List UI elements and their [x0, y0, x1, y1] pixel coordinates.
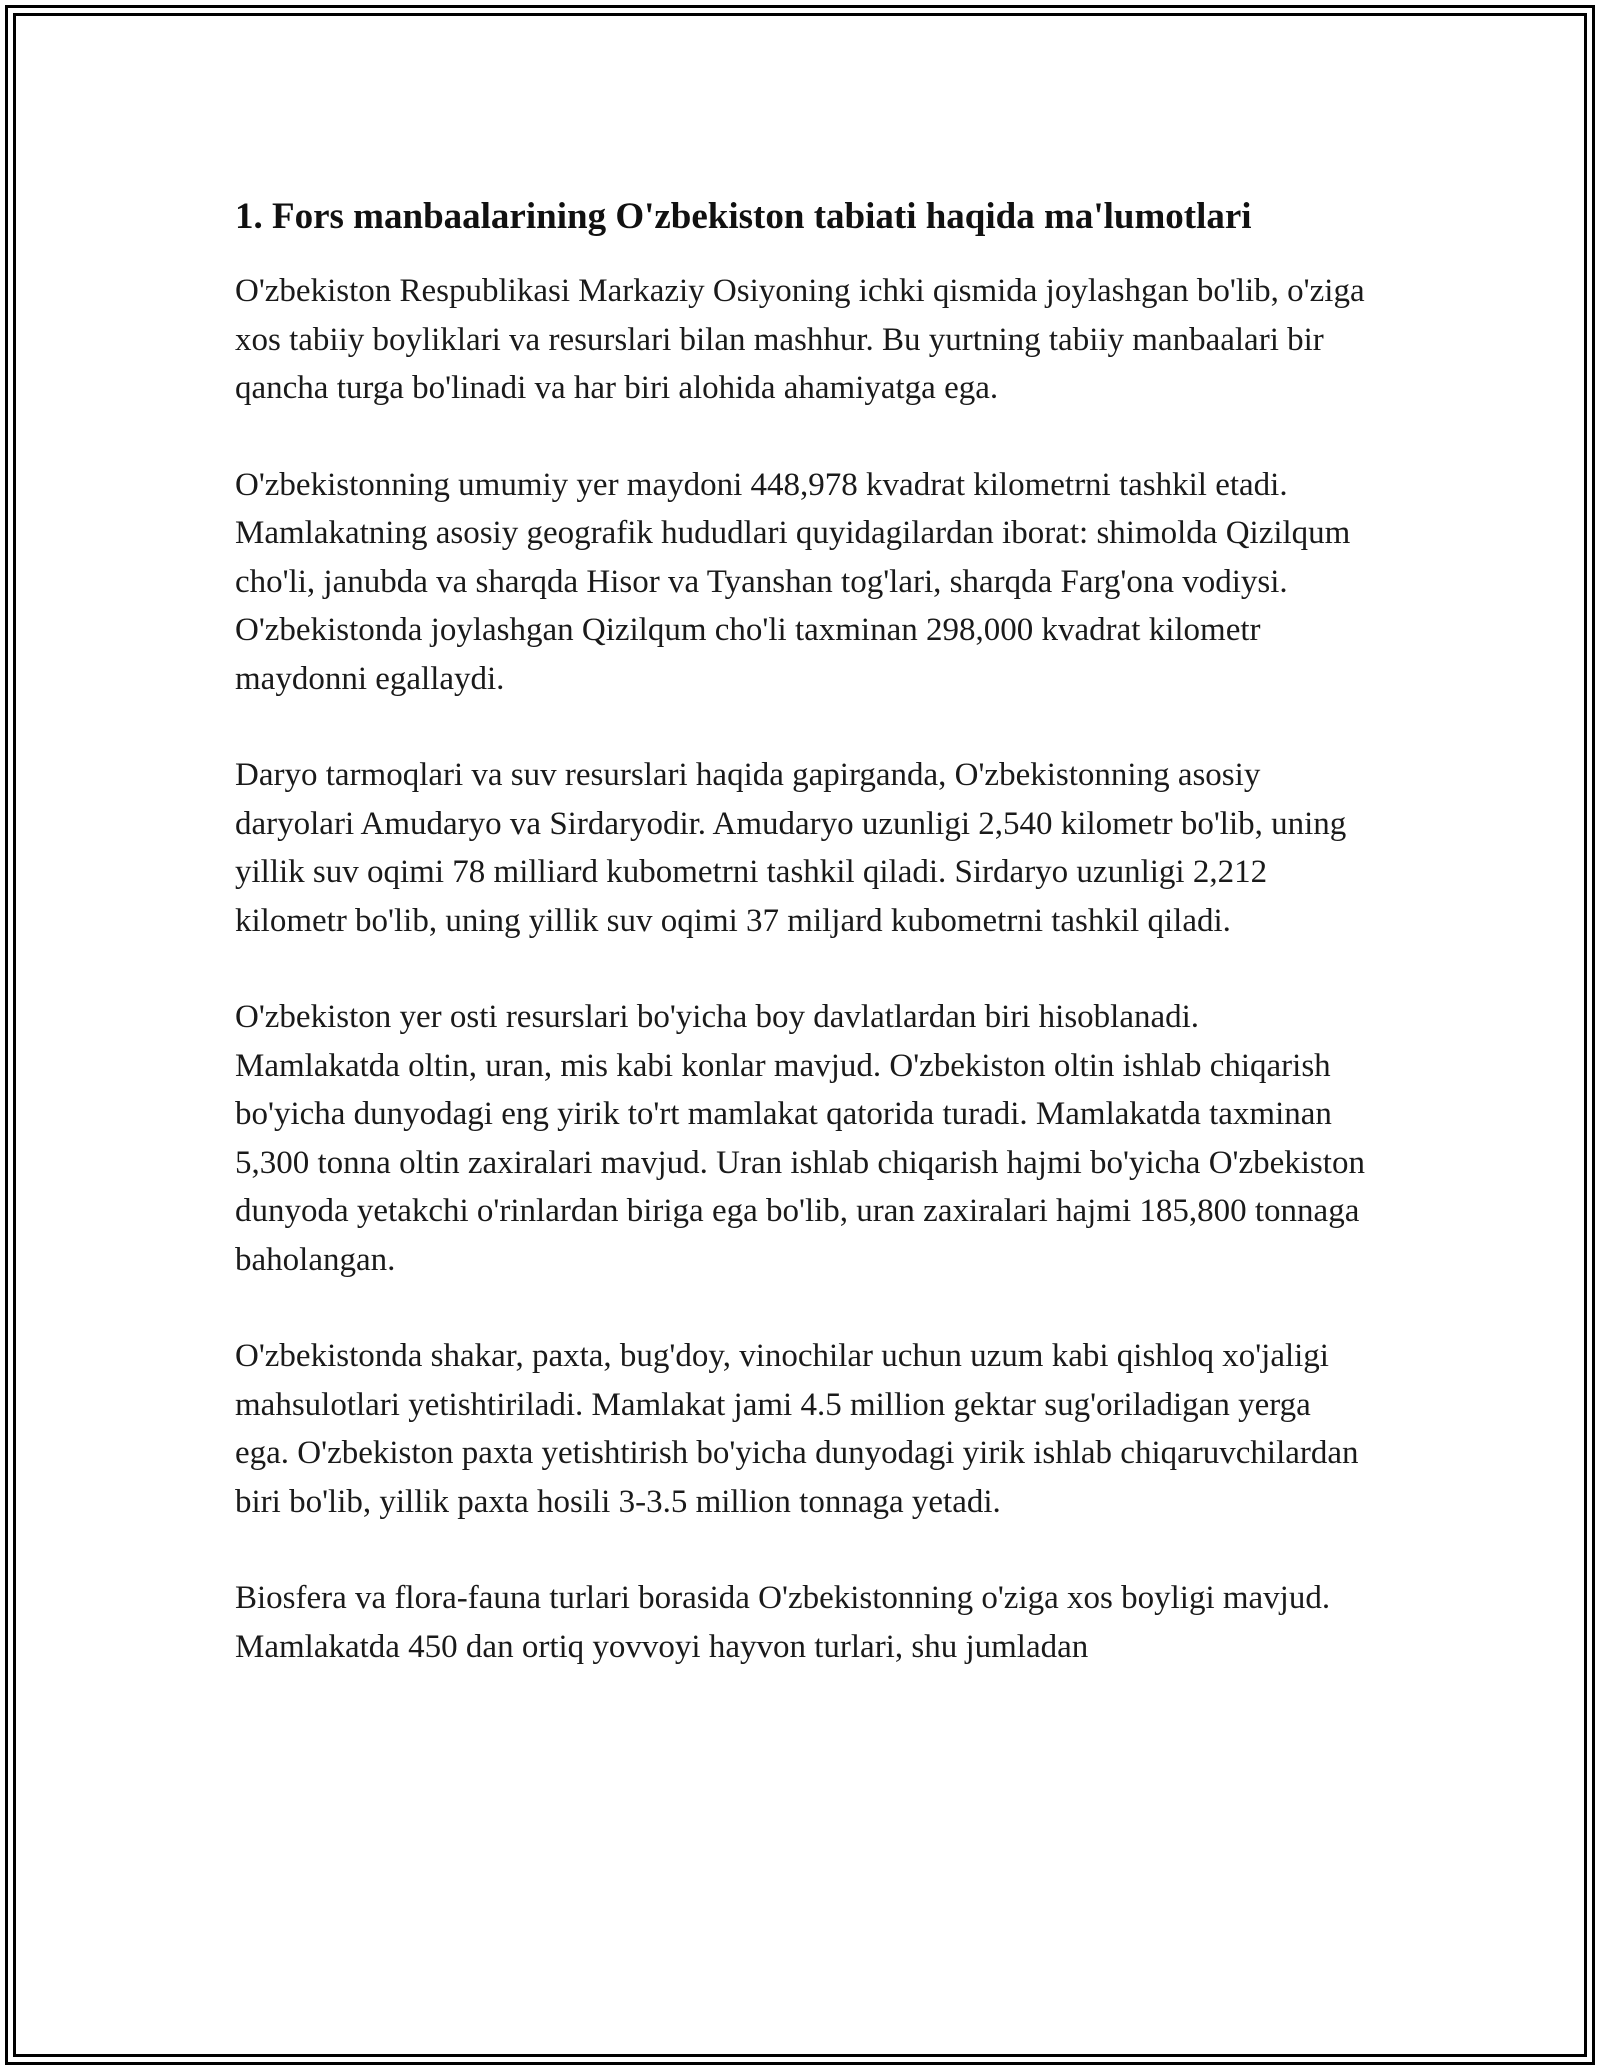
paragraph-biosphere: Biosfera va flora-fauna turlari borasida O'zbekistonning o'ziga xos boyligi mavjud. Mamlakatda 450 dan ortiq yovvoyi hayvon turlari, shu jumladan: [235, 1580, 1331, 1665]
paragraph-agriculture: O'zbekistonda shakar, paxta, bug'doy, vinochilar uchun uzum kabi qishloq xo'jaligi mahsulotlari yetishtiriladi. Mamlakat jami 4.5 million gektar sug'oriladigan yerga ega. O'zbekiston paxta yetishtirish bo'yicha dunyodagi yirik ishlab chiqaruvchilardan biri bo'lib, yillik paxta hosili 3-3.5 million tonnaga yetadi.: [235, 1338, 1359, 1520]
section-heading: 1. Fors manbaalarining O'zbekiston tabiati haqida ma'lumotlari: [235, 196, 1252, 237]
paragraph-mineral-resources: O'zbekiston yer osti resurslari bo'yicha boy davlatlardan biri hisoblanadi. Mamlakatda oltin, uran, mis kabi konlar mavjud. O'zbekiston oltin ishlab chiqarish bo'yicha dunyodagi eng yirik to'rt mamlakat qatorida turadi. Mamlakatda taxminan 5,300 tonna oltin zaxiralari mavjud. Uran ishlab chiqarish hajmi bo'yicha O'zbekiston dunyoda yetakchi o'rinlardan biriga ega bo'lib, uran zaxiralari hajmi 185,800 tonnaga baholangan.: [235, 999, 1365, 1278]
document-body: [235, 190, 1365, 1719]
paragraph-rivers: Daryo tarmoqlari va suv resurslari haqida gapirganda, O'zbekistonning asosiy daryolari Amudaryo va Sirdaryodir. Amudaryo uzunligi 2,540 kilometr bo'lib, uning yillik suv oqimi 78 milliard kubometrni tashkil qiladi. Sirdaryo uzunligi 2,212 kilometr bo'lib, uning yillik suv oqimi 37 miljard kubometrni tashkil qiladi.: [235, 757, 1347, 939]
paragraph-land-area: O'zbekistonning umumiy yer maydoni 448,978 kvadrat kilometrni tashkil etadi. Mamlakatning asosiy geografik hududlari quyidagilardan iborat: shimolda Qizilqum cho'li, janubda va sharqda Hisor va Tyanshan tog'lari, sharqda Farg'ona vodiysi. O'zbekistonda joylashgan Qizilqum cho'li taxminan 298,000 kvadrat kilometr maydonni egallaydi.: [235, 466, 1351, 697]
paragraph-intro: O'zbekiston Respublikasi Markaziy Osiyoning ichki qismida joylashgan bo'lib, o'ziga xos tabiiy boyliklari va resurslari bilan mashhur. Bu yurtning tabiiy manbaalari bir qancha turga bo'linadi va har biri alohida ahamiyatga ega.: [235, 273, 1365, 406]
